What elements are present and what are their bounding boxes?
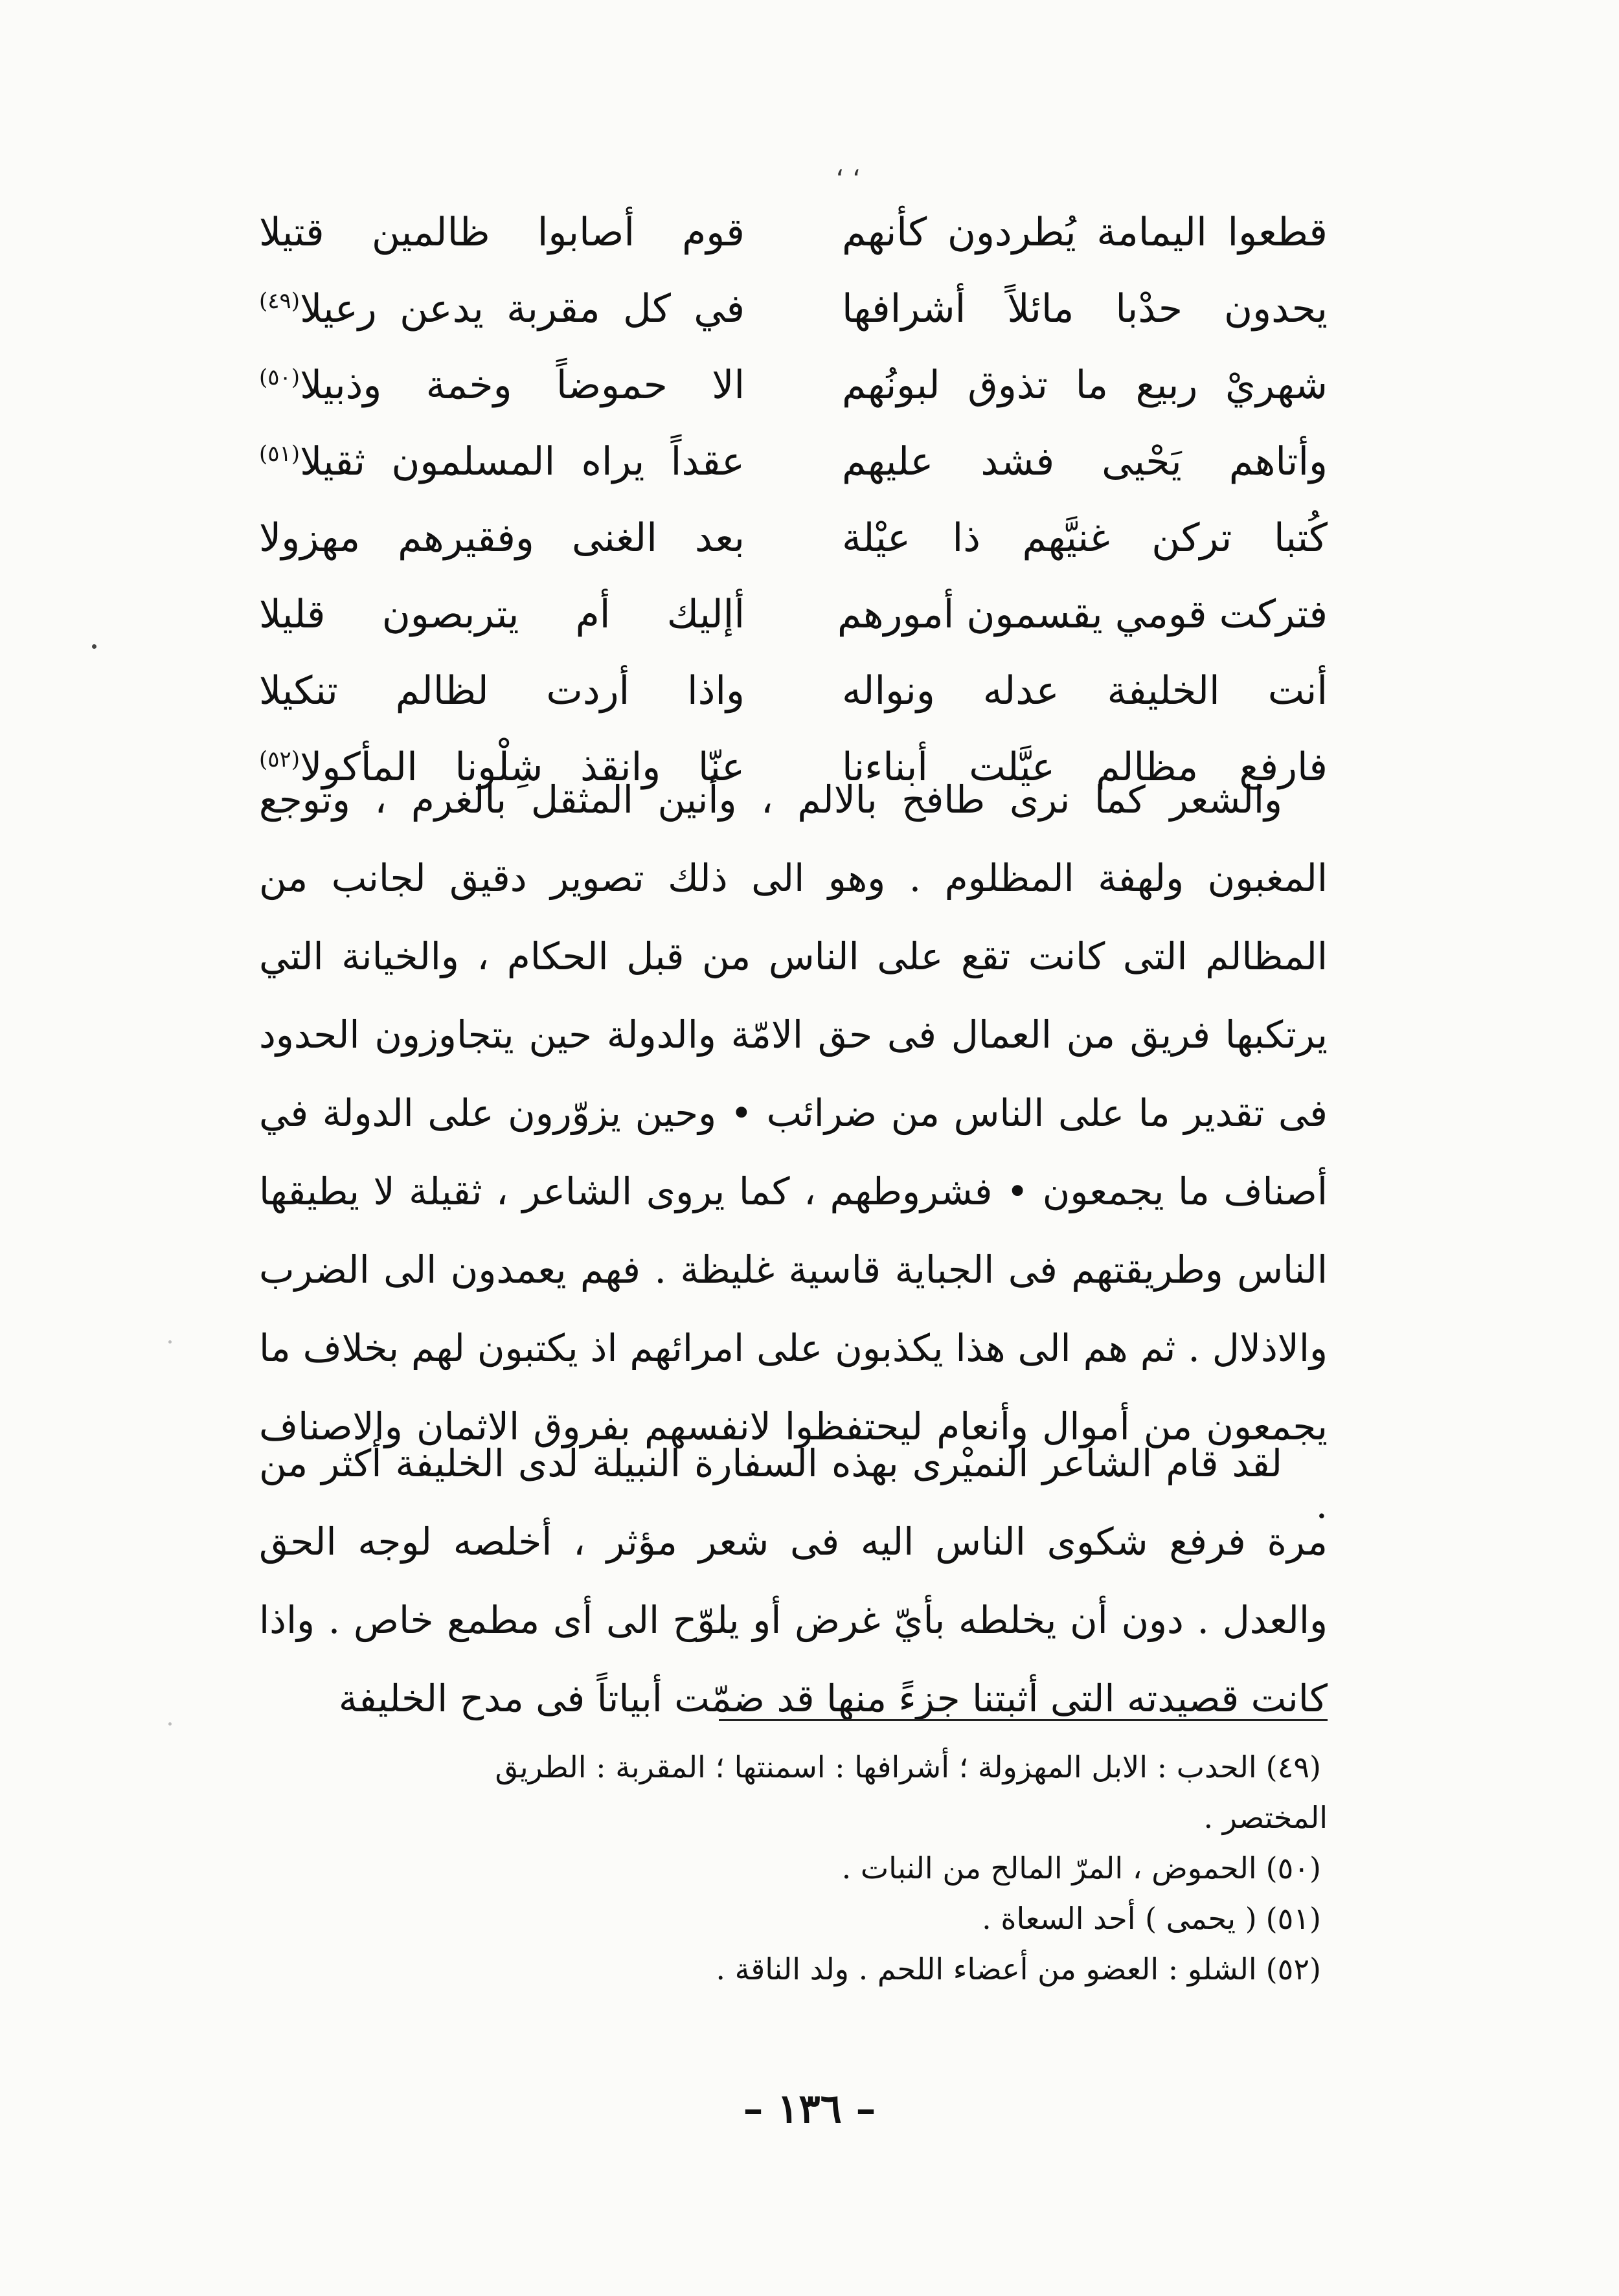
scan-speck	[168, 1340, 172, 1344]
poem-verse	[259, 500, 1328, 576]
footnote	[259, 1944, 1328, 1994]
footnote-number: (٤٩)	[1265, 1750, 1321, 1784]
footnote	[259, 1893, 1328, 1944]
page-number: – ١٣٦ –	[743, 2085, 876, 2132]
footnote	[259, 1742, 1328, 1792]
footnote-number: (٥٢)	[1265, 1952, 1321, 1986]
paragraph: والشعر كما نرى طافح بالالم ، وأنين المثقل بالغرم ، وتوجع المغبون ولهفة المظلوم . وهو الى ذلك تصوير دقيق لجانب من المظالم التى كانت تقع على الناس من قبل الحكام ، والخيانة التي يرتكبها فريق من العمال فى حق الامّة والدولة حين يتجاوزون الحدود فى تقدير ما على الناس من ضرائب • وحين يزوّرون على الدولة في أصناف ما يجمعون • فشروطهم ، كما يروى الشاعر ، ثقيلة لا يطيقها الناس وطريقتهم فى الجباية قاسية غليظة . فهم يعمدون الى الضرب والاذلال . ثم هم الى هذا يكذبون على امرائهم اذ يكتبون لهم بخلاف ما يجمعون من أموال وأنعام ليحتفظوا لانفسهم بفروق الاثمان والاصناف .	[259, 778, 1328, 1527]
verse-first-hemistich: كُتبا تركن غنيَّهم ذا عيْلة	[842, 515, 1328, 561]
poem-verse	[259, 271, 1328, 347]
verse-first-hemistich: شهريْ ربيع ما تذوق لبونُهم	[842, 363, 1328, 408]
verse-first-hemistich: أنت الخليفة عدله ونواله	[842, 668, 1328, 714]
poem-verse	[259, 194, 1328, 271]
verse-second-hemistich	[259, 286, 745, 332]
footnote-reference: (٥١)	[259, 441, 300, 467]
verse-text: واذا أردت لظالم تنكيلا	[259, 668, 745, 714]
footnote-text: الشلو : العضو من أعضاء اللحم . ولد الناقة .	[716, 1952, 1257, 1986]
verse-text: عقداً يراه المسلمون ثقيلا	[300, 439, 745, 484]
footnote-text: الحموض ، المرّ المالح من النبات .	[841, 1851, 1257, 1885]
footnotes	[259, 1742, 1328, 1994]
poem-verse	[259, 576, 1328, 653]
scan-speck	[92, 644, 96, 649]
verse-first-hemistich: يحدون حدْبا مائلاً أشرافها	[842, 286, 1328, 332]
verse-text: بعد الغنى وفقيرهم مهزولا	[259, 515, 745, 561]
footnote-divider	[719, 1719, 1328, 1721]
verse-text: قوم أصابوا ظالمين قتيلا	[259, 210, 745, 255]
verse-first-hemistich: فارفع مظالم عيَّلت أبناءنا	[842, 745, 1328, 790]
verse-second-hemistich	[259, 592, 745, 637]
poem-verse	[259, 347, 1328, 423]
verse-second-hemistich	[259, 515, 745, 561]
footnote-number: (٥١)	[1265, 1901, 1321, 1936]
prose-block	[259, 1424, 1328, 1738]
poem-verse	[259, 653, 1328, 729]
verse-second-hemistich	[259, 439, 745, 484]
verse-second-hemistich	[259, 210, 745, 255]
verse-text: الا حموضاً وخمة وذبيلا	[300, 363, 745, 408]
paragraph: لقد قام الشاعر النميْرى بهذه السفارة النبيلة لدى الخليفة أكثر من مرة فرفع شكوى الناس اليه فى شعر مؤثر ، أخلصه لوجه الحق والعدل . دون أن يخلطه بأيّ غرض أو يلوّح الى أى مطمع خاص . واذا كانت قصيدته التى أثبتنا جزءً منها قد ضمّت أبياتاً فى مدح الخليفة	[259, 1441, 1328, 1720]
scan-speck	[168, 1722, 172, 1726]
footnote-text: الحدب : الابل المهزولة ؛ أشرافها : اسمنتها ؛ المقربة : الطريق	[495, 1750, 1257, 1784]
footnote-reference: (٤٩)	[259, 288, 300, 314]
verse-second-hemistich	[259, 668, 745, 714]
footnote-number: (٥٠)	[1265, 1851, 1321, 1885]
footnote-reference: (٥٢)	[259, 747, 300, 772]
footnote	[259, 1792, 1328, 1843]
footnote-text: ( يحمى ) أحد السعاة .	[982, 1901, 1257, 1936]
verse-text: عنّا وانقذ شِلْونا المأكولا	[300, 745, 745, 790]
verse-first-hemistich: قطعوا اليمامة يُطردون كأنهم	[842, 210, 1328, 255]
verse-first-hemistich: فتركت قومي يقسمون أمورهم	[837, 592, 1328, 637]
verse-first-hemistich: وأتاهم يَحْيى فشد عليهم	[842, 439, 1328, 484]
footnote-reference: (٥٠)	[259, 365, 300, 390]
verse-text: في كل مقربة يدعن رعيلا	[300, 286, 745, 332]
footnote	[259, 1843, 1328, 1893]
poem-verse	[259, 423, 1328, 500]
verse-text: أإليك أم يتربصون قليلا	[259, 592, 745, 637]
footnote-text: المختصر .	[1203, 1800, 1328, 1835]
verse-second-hemistich	[259, 363, 745, 408]
top-mark: ، ،	[835, 152, 861, 182]
poem	[259, 194, 1328, 805]
